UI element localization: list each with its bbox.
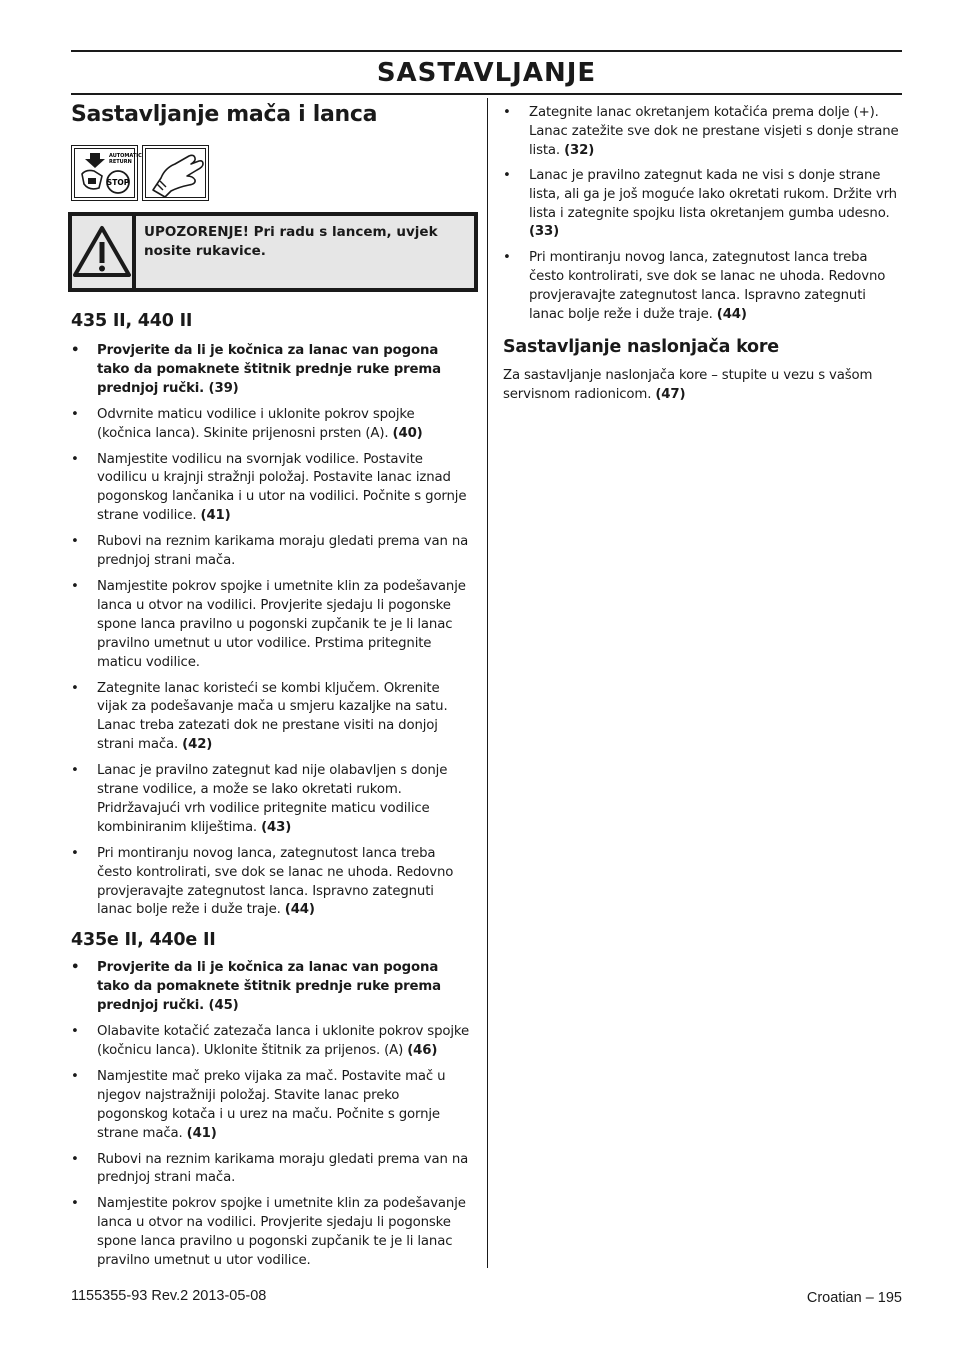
protective-glove-icon xyxy=(142,145,209,201)
header-rule-bottom xyxy=(71,93,902,95)
icon-label-top: AUTOMATIC xyxy=(108,153,142,159)
subsection-title-435: 435 II, 440 II xyxy=(71,311,193,331)
list-item xyxy=(503,249,903,325)
list-item xyxy=(71,406,471,444)
list-item xyxy=(71,1023,471,1061)
warning-triangle-icon xyxy=(72,216,136,288)
figure-ref: (47) xyxy=(655,386,686,402)
list-item-text: Rubovi na reznim karikama moraju gledati prema van na prednjoj strani mača. xyxy=(97,1151,469,1186)
list-item-text: Olabavite kotačić zatezača lanca i uklonite pokrov spojke (kočnicu lanca). Uklonite štitnik za prijenos. (A) xyxy=(97,1024,469,1058)
list-item xyxy=(71,451,471,527)
assembly-steps-list xyxy=(71,342,471,920)
list-item xyxy=(71,762,471,838)
footer-page-number: Croatian – 195 xyxy=(806,1290,902,1306)
bark-spike-paragraph xyxy=(503,367,903,405)
list-item-text: Namjestite vodilicu na svornjak vodilice. Postavite vodilicu u krajnji stražnji položaj. Postavite lanac iznad pogonskog lančanika i u utor na vodilici. Počnite s gornje strane vodilice. xyxy=(97,451,467,524)
list-item-text: Namjestite pokrov spojke i umetnite klin za podešavanje lanca u otvor na vodilici. Provjerite sjedaju li pogonske spone lanca pravilno u pogonski zupčanik te je li lanac pravilno umetnut u utor vodilice. xyxy=(97,1196,466,1269)
list-item xyxy=(71,533,471,571)
list-item xyxy=(71,845,471,921)
figure-ref: (41) xyxy=(186,1125,217,1141)
figure-ref: (33) xyxy=(529,224,560,240)
automatic-return-stop-icon xyxy=(71,145,142,201)
list-item-text: Namjestite mač preko vijaka za mač. Postavite mač u njegov najstražniji položaj. Stavite lanac preko pogonskog kotača i u urez na maču. Počnite s gornje strane mača. xyxy=(97,1068,446,1141)
list-item-text: Pri montiranju novog lanca, zategnutost lanca treba često kontrolirati, sve dok se lanac ne uhoda. Redovno provjeravajte zategnutost lanca. Ispravno zategnuti lanac bolje reže i duže traje. xyxy=(529,250,886,323)
left-column xyxy=(71,100,471,1271)
list-item-text: Provjerite da li je kočnica za lanac van pogona tako da pomaknete štitnik prednje ruke prema prednjoj ručki. (45) xyxy=(97,960,441,1014)
list-item xyxy=(71,578,471,673)
list-item-text: Lanac je pravilno zategnut kad nije olabavljen s donje strane vodilice, a može se lako okretati rukom. Pridržavajući vrh vodilice pritegnite maticu vodilice kombiniranim kliještima. xyxy=(97,763,448,835)
list-item-text: Zategnite lanac okretanjem kotačića prema dolje (+). Lanac zatežite sve dok ne prestane visjeti s donje strane lista. xyxy=(529,105,899,158)
assembly-steps-list-e xyxy=(71,959,471,1271)
bark-spike-text: Za sastavljanje naslonjača kore – stupite u vezu s vašom servisnom radionicom. xyxy=(503,367,873,402)
figure-ref: (43) xyxy=(261,819,292,835)
warning-text: UPOZORENJE! Pri radu s lancem, uvjek nosite rukavice. xyxy=(144,224,438,259)
section-title: Sastavljanje mača i lanca xyxy=(71,102,378,127)
subsection-title-bark-spike: Sastavljanje naslonjača kore xyxy=(503,336,779,357)
figure-ref: (40) xyxy=(392,425,423,441)
list-item xyxy=(71,342,471,399)
figure-ref: (44) xyxy=(284,902,315,918)
list-item xyxy=(503,104,903,161)
footer-doc-number: 1155355-93 Rev.2 2013-05-08 xyxy=(71,1288,267,1304)
right-column xyxy=(503,104,903,405)
column-divider xyxy=(487,98,488,1268)
list-item xyxy=(71,959,471,1016)
figure-ref: (41) xyxy=(200,508,231,524)
figure-ref: (32) xyxy=(564,142,595,158)
tensioning-steps-list xyxy=(503,104,903,325)
figure-ref: (44) xyxy=(716,307,747,323)
list-item xyxy=(71,1151,471,1189)
list-item xyxy=(71,1068,471,1144)
list-item-text: Pri montiranju novog lanca, zategnutost lanca treba često kontrolirati, sve dok se lanac ne uhoda. Redovno provjeravajte zategnutost lanca. Ispravno zategnuti lanac bolje reže i duže traje. xyxy=(97,845,454,918)
list-item-text: Namjestite pokrov spojke i umetnite klin za podešavanje lanca u otvor na vodilici. Provjerite sjedaju li pogonske spone lanca pravilno u pogonski zupčanik te je li lanac pravilno umetnut u utor vodilice. Prstima pritegnite maticu vodilice. xyxy=(97,578,466,670)
list-item-text: Zategnite lanac koristeći se kombi ključem. Okrenite vijak za podešavanje mača u smjeru kazaljke na satu. Lanac treba zatezati dok ne prestane visiti na donjoj strani mača. xyxy=(97,680,448,753)
list-item-text: Rubovi na reznim karikama moraju gledati prema van na prednjoj strani mača. xyxy=(97,534,469,569)
figure-ref: (46) xyxy=(407,1043,438,1058)
icon-label-bottom: RETURN xyxy=(108,159,132,165)
list-item xyxy=(71,680,471,756)
figure-ref: (42) xyxy=(182,737,213,753)
subsection-title-435e: 435e II, 440e II xyxy=(71,930,216,951)
list-item xyxy=(71,1195,471,1271)
list-item-text: Odvrnite maticu vodilice i uklonite pokrov spojke (kočnica lanca). Skinite prijenosni prsten (A). xyxy=(97,406,415,441)
header-rule-top xyxy=(71,50,902,52)
list-item xyxy=(503,167,903,243)
stop-label: STOP xyxy=(106,178,129,187)
list-item-text: Provjerite da li je kočnica za lanac van pogona tako da pomaknete štitnik prednje ruke prema prednjoj ručki. (39) xyxy=(97,343,441,396)
warning-box xyxy=(68,212,478,292)
list-item-text: Lanac je pravilno zategnut kada ne visi s donje strane lista, ali ga je još moguće lako okretati rukom. Držite vrh lista i zategnite spojku lista okretanjem gumba udesno. xyxy=(529,167,897,221)
pictogram-row xyxy=(71,145,471,201)
page-title: SASTAVLJANJE xyxy=(376,58,597,88)
